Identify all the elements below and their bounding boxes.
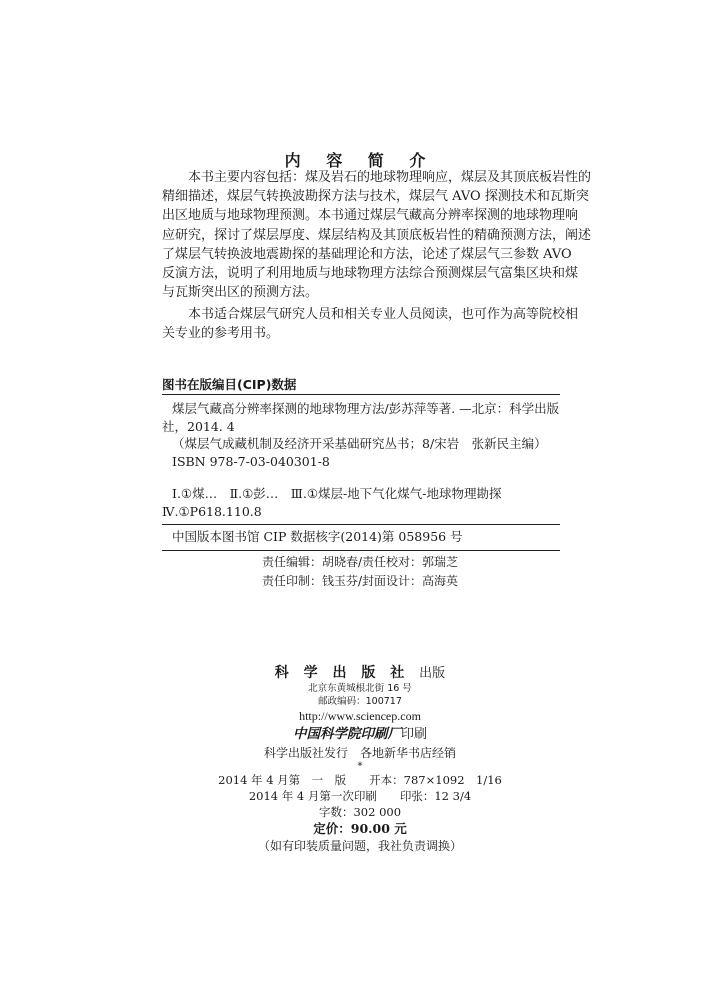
summary-paragraph-2: [162, 305, 579, 343]
cip-class-line: Ⅰ.①煤… Ⅱ.①彭… Ⅲ.①煤层-地下气化煤气-地球物理勘探: [172, 486, 502, 501]
edition-line: 2014 年 4 月第 一 版 开本：787×1092 1/16: [218, 773, 502, 787]
cip-entry-line: 煤层气藏高分辨率探测的地球物理方法/彭苏萍等著. —北京：科学出版: [172, 401, 560, 416]
summary-line: 应研究，探讨了煤层厚度、煤层结构及其顶底板岩性的精确预测方法，阐述: [162, 227, 592, 243]
cip-bottom-rule: [162, 550, 560, 551]
separator-asterisk: *: [357, 761, 363, 772]
staff-line: 责任编辑：胡晓春/责任校对：郭瑞芝: [262, 555, 459, 569]
quality-note: （如有印装质量问题，我社负责调换）: [257, 839, 462, 853]
summary-line: 与瓦斯突出区的预测方法。: [162, 285, 319, 301]
cip-number-line: 中国版本图书馆 CIP 数据核字(2014)第 058956 号: [172, 529, 463, 544]
cip-class-line: Ⅳ.①P618.110.8: [162, 503, 262, 519]
summary-paragraph-1: [162, 168, 592, 302]
cip-top-rule: [162, 394, 560, 395]
printing-line: 2014 年 4 月第一次印刷 印张：12 3/4: [248, 789, 472, 803]
cip-classification: [162, 485, 560, 520]
cip-entry-line: （煤层气成藏机制及经济开采基础研究丛书；8/宋岩 张新民主编）: [172, 436, 547, 452]
distribution-line: 科学出版社发行 各地新华书店经销: [263, 746, 456, 760]
summary-line: 关专业的参考用书。: [162, 326, 280, 342]
summary-line: 本书主要内容包括：煤及岩石的地球物理响应，煤层及其顶底板岩性的: [188, 170, 592, 185]
printer-suffix: 印刷: [400, 727, 427, 742]
publisher-suffix: 出版: [419, 666, 446, 681]
cip-entry: [162, 400, 560, 470]
summary-line: 精细描述，煤层气转换波勘探方法与技术，煤层气 AVO 探测技术和瓦斯突: [162, 189, 589, 205]
publisher-url: http://www.sciencep.com: [299, 709, 421, 723]
price: 定价：90.00 元: [313, 821, 407, 836]
publisher-name: 科 学 出 版 社: [274, 665, 410, 681]
printer-name: 中国科学院印刷厂: [292, 726, 401, 742]
publisher-line: [160, 662, 560, 682]
staff-line: 责任印制：钱玉芬/封面设计：高海英: [262, 574, 459, 588]
summary-line: 出区地质与地球物理预测。本书通过煤层气藏高分辨率探测的地球物理响: [162, 208, 579, 224]
cip-entry-line: ISBN 978-7-03-040301-8: [172, 453, 330, 469]
cip-entry-line: 社，2014. 4: [162, 418, 235, 434]
summary-line: 了煤层气转换波地震勘探的基础理论和方法，论述了煤层气三参数 AVO: [162, 246, 572, 262]
publisher-address: 北京东黄城根北街 16 号: [308, 683, 412, 694]
cip-number: [162, 528, 560, 546]
publisher-postcode: 邮政编码：100717: [318, 696, 402, 707]
staff-credits: [262, 553, 562, 591]
summary-line: 本书适合煤层气研究人员和相关专业人员阅读，也可作为高等院校相: [188, 307, 579, 322]
cip-mid-rule: [162, 524, 560, 525]
printer-line: [160, 724, 560, 745]
word-count: 字数：302 000: [318, 805, 402, 819]
cip-title: 图书在版编目(CIP)数据: [162, 377, 297, 392]
summary-title: 内 容 简 介: [284, 151, 436, 170]
imprint: [160, 662, 560, 855]
summary-line: 反演方法，说明了利用地质与地球物理方法综合预测煤层气富集区块和煤: [162, 266, 579, 282]
